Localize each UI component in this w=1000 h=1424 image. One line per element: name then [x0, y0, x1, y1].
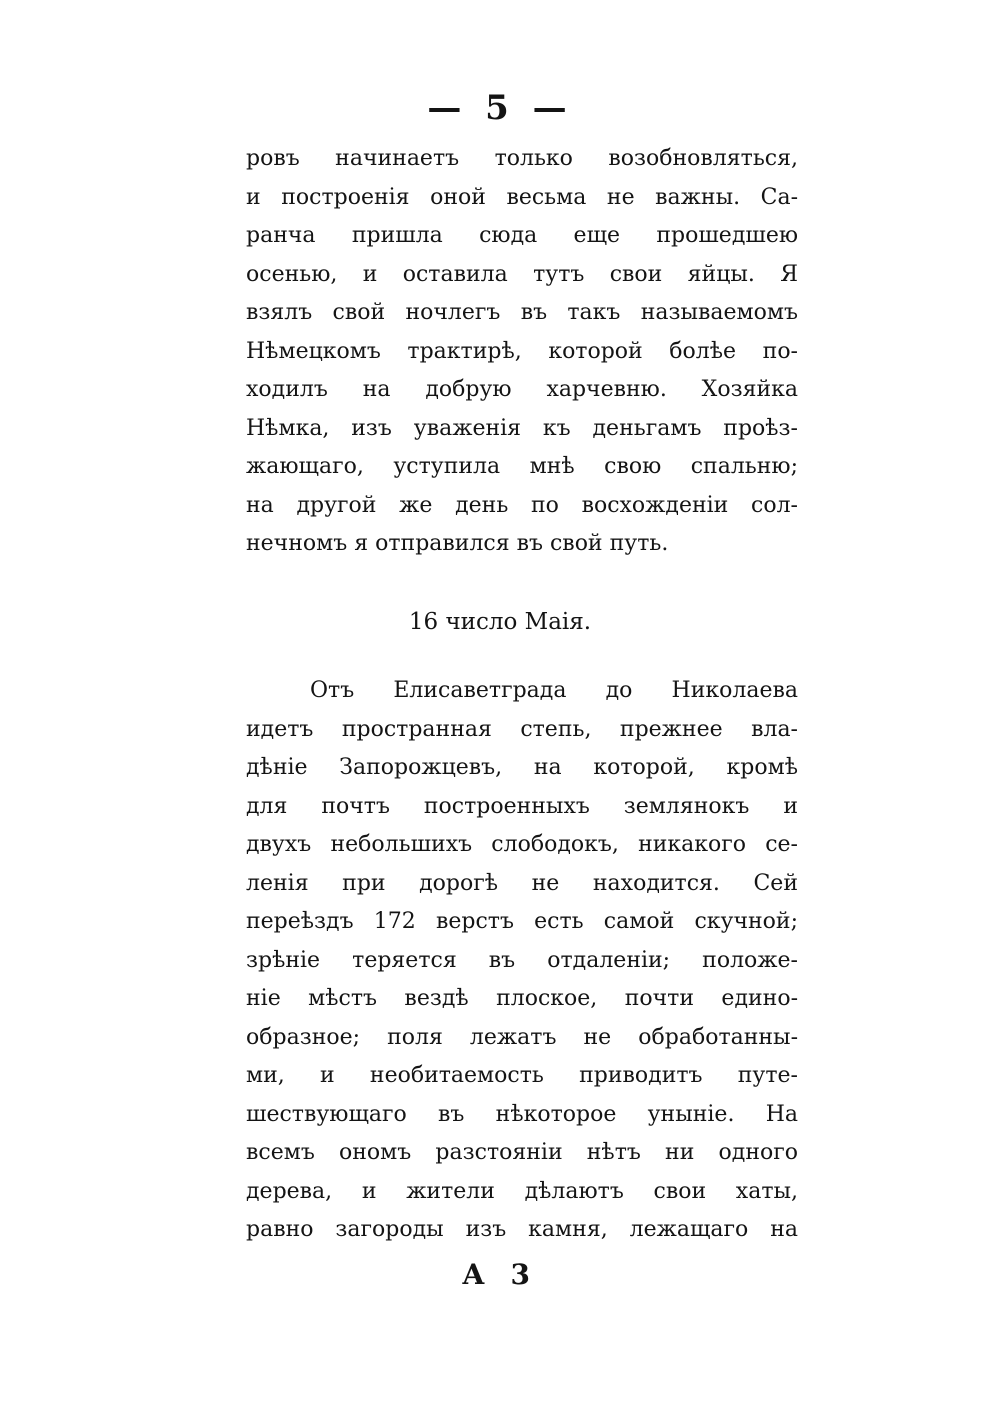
text-line: осенью, и оставила тутъ свои яйцы. Я: [246, 261, 798, 287]
text-line: ленія при дорогѣ не находится. Сей: [246, 870, 798, 896]
text-line: взялъ свой ночлегъ въ такъ называемомъ: [246, 300, 798, 325]
text-line: нечномъ я отправился въ свой путь.: [246, 531, 669, 556]
text-line: ранча пришла сюда еще прошедшею: [246, 223, 798, 248]
text-line: и построенія оной весьма не важны. Са-: [246, 184, 798, 210]
text-line: Нѣмка, изъ уваженія къ деньгамъ проѣз-: [246, 415, 798, 441]
text-line: ровъ начинаетъ только возобновляться,: [246, 146, 798, 171]
signature-mark: А 3: [461, 1258, 539, 1291]
text-line: ходилъ на добрую харчевню. Хозяйка: [246, 377, 798, 402]
text-line: всемъ ономъ разстояніи нѣтъ ни одного: [246, 1140, 798, 1165]
text-line: шествующаго въ нѣкоторое уныніе. На: [246, 1101, 798, 1127]
text-line: ми, и необитаемость приводитъ путе-: [246, 1063, 798, 1088]
text-line: Отъ Елисаветграда до Николаева: [310, 678, 798, 703]
text-line: равно загороды изъ камня, лежащаго на: [246, 1217, 798, 1242]
text-line: Нѣмецкомъ трактирѣ, которой болѣе по-: [246, 338, 798, 364]
paragraph-1: [246, 140, 798, 564]
text-line: дерева, и жители дѣлаютъ свои хаты,: [246, 1178, 798, 1204]
text-line: дѣніе Запорожцевъ, на которой, кромѣ: [246, 755, 798, 780]
text-line: идетъ пространная степь, прежнее вла-: [246, 716, 798, 742]
text-line: жающаго, уступила мнѣ свою спальню;: [246, 454, 798, 479]
text-line: зрѣніе теряется въ отдаленіи; положе-: [246, 947, 798, 973]
text-line: ніе мѣстъ вездѣ плоское, почти едино-: [246, 986, 798, 1011]
page-number: — 5 —: [427, 88, 573, 128]
paragraph-2: [246, 672, 798, 1250]
text-line: двухъ небольшихъ слободокъ, никакого се-: [246, 832, 798, 857]
text-line: на другой же день по восхожденіи сол-: [246, 492, 798, 518]
text-line: образное; поля лежатъ не обработанны-: [246, 1024, 798, 1050]
text-line: для почтъ построенныхъ землянокъ и: [246, 793, 798, 819]
text-line: переѣздъ 172 верстъ есть самой скучной;: [246, 909, 798, 934]
section-heading: 16 число Маія.: [408, 609, 592, 635]
